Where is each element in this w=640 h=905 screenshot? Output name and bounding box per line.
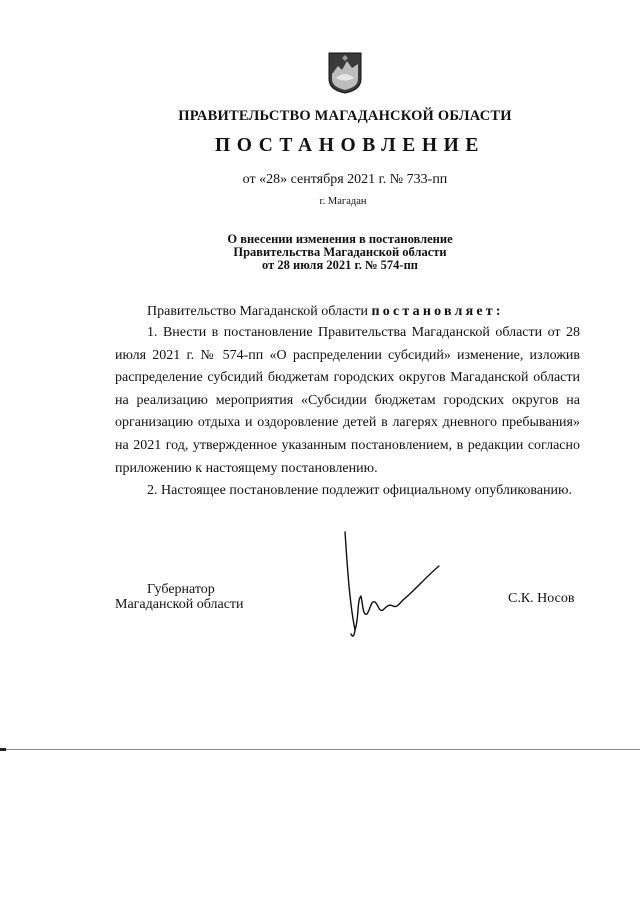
signatory-title: [115, 582, 265, 612]
scan-mark: [0, 748, 6, 751]
preamble: [147, 304, 504, 320]
government-title: ПРАВИТЕЛЬСТВО МАГАДАНСКОЙ ОБЛАСТИ: [178, 108, 512, 124]
paragraph-2: 2. Настоящее постановление подлежит официальному опубликованию.: [147, 483, 572, 499]
subject-line: от 28 июля 2021 г. № 574-пп: [262, 258, 418, 272]
signatory-name: С.К. Носов: [508, 591, 575, 606]
document-date-number: от «28» сентября 2021 г. № 733-пп: [242, 172, 448, 187]
subject-line: Правительства Магаданской области: [233, 245, 447, 259]
document-city: г. Магадан: [319, 196, 367, 207]
document-body: [115, 322, 580, 503]
preamble-action: постановляет:: [371, 304, 504, 319]
preamble-text: Правительство Магаданской области: [147, 304, 372, 319]
paragraph-1: 1. Внести в постановление Правительства Магаданской области от 28 июля 2021 г. № 574-пп «О распределении субсидий» изменение, изложив распределение субсидий бюджетам городских округов Магаданской области на реализацию мероприятия «Субсидии бюджетам городских округов на организацию отдыха и оздоровление детей в лагерях дневного пребывания» на 2021 год, утвержденное указанным постановлением, в редакции согласно приложению к настоящему постановлению.: [115, 325, 580, 476]
coat-of-arms-icon: [328, 52, 362, 94]
signatory-title-line: Губернатор: [147, 582, 215, 597]
subject-line: О внесении изменения в постановление: [227, 232, 453, 246]
divider: [0, 749, 640, 750]
signatory-title-line: Магаданской области: [115, 597, 244, 612]
document-subject: [0, 233, 640, 272]
handwritten-signature: [335, 530, 465, 640]
document-type: ПОСТАНОВЛЕНИЕ: [214, 135, 486, 156]
